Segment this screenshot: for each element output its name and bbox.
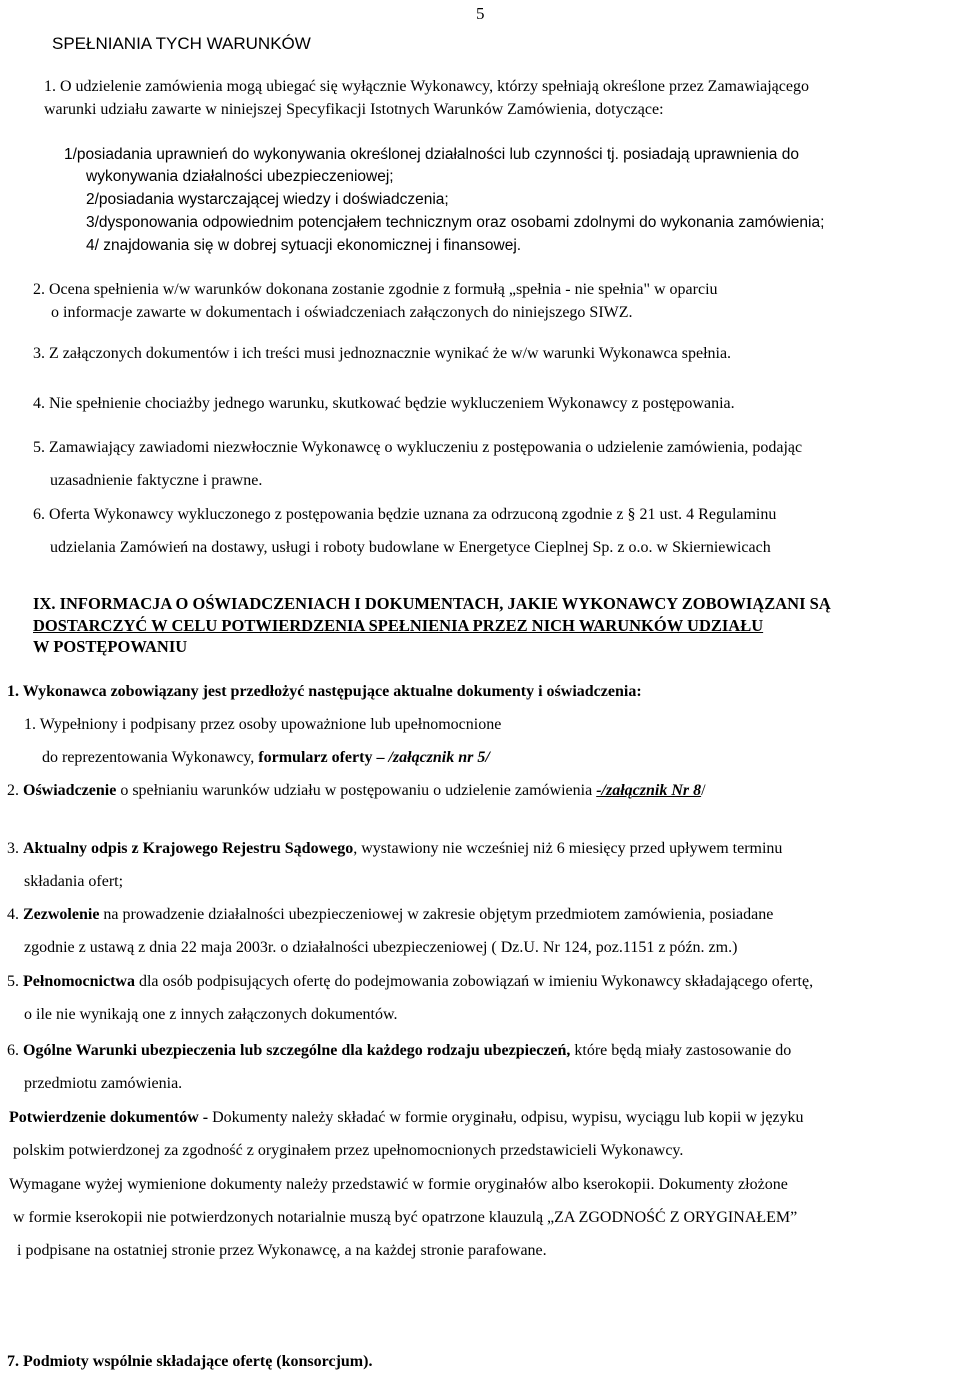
doc-1-dash: – bbox=[372, 749, 389, 766]
point-6-line-2: udzielania Zamówień na dostawy, usługi i roboty budowlane w Energetyce Cieplnej Sp. z o.o. w Skierniewicach bbox=[50, 539, 771, 556]
doc-6-num: 6. bbox=[7, 1042, 23, 1059]
doc-2-text: o spełnianiu warunków udziału w postępowaniu o udzielenie zamówienia bbox=[116, 782, 597, 799]
doc-3-line-2: składania ofert; bbox=[24, 873, 124, 890]
doc-4-num: 4. bbox=[7, 906, 23, 923]
doc-6-line-1 bbox=[7, 1042, 791, 1060]
doc-4-line-2: zgodnie z ustawą z dnia 22 maja 2003r. o działalności ubezpieczeniowej ( Dz.U. Nr 124, poz.1151 z późn. zm.) bbox=[24, 939, 738, 956]
confirmation-line-2: polskim potwierdzonej za zgodność z oryginałem przez upełnomocnionych przedstawicieli Wykonawcy. bbox=[13, 1142, 684, 1159]
doc-5-title: Pełnomocnictwa bbox=[23, 973, 135, 990]
confirmation-title: Potwierdzenie dokumentów - bbox=[9, 1109, 213, 1126]
doc-4-text: na prowadzenie działalności ubezpieczeniowej w zakresie objętym przedmiotem zamówienia, posiadane bbox=[99, 906, 774, 923]
doc-3-num: 3. bbox=[7, 840, 23, 857]
doc-1-form: formularz oferty bbox=[258, 749, 373, 766]
point-4: 4. Nie spełnienie chociażby jednego warunku, skutkować będzie wykluczeniem Wykonawcy z postępowania. bbox=[33, 395, 735, 412]
doc-1-line-1: 1. Wypełniony i podpisany przez osoby upoważnione lub upełnomocnione bbox=[24, 716, 502, 733]
doc-6-line-2: przedmiotu zamówienia. bbox=[24, 1075, 183, 1092]
doc-5-text: dla osób podpisujących ofertę do podejmowania zobowiązań w imieniu Wykonawcy składającego ofertę, bbox=[134, 973, 814, 990]
doc-2-end: / bbox=[701, 782, 706, 799]
top-heading: SPEŁNIANIA TYCH WARUNKÓW bbox=[52, 34, 311, 53]
point-5-line-1: 5. Zamawiający zawiadomi niezwłocznie Wykonawcę o wykluczeniu z postępowania o udzielenie zamówienia, podając bbox=[33, 439, 803, 456]
point-2-line-2: o informacje zawarte w dokumentach i oświadczeniach załączonych do niniejszego SIWZ. bbox=[51, 304, 633, 321]
condition-4: 4/ znajdowania się w dobrej sytuacji ekonomicznej i finansowej. bbox=[86, 237, 522, 254]
doc-2 bbox=[7, 782, 706, 800]
section-ix-title-line-2: DOSTARCZYĆ W CELU POTWIERDZENIA SPEŁNIENIA PRZEZ NICH WARUNKÓW UDZIAŁU bbox=[33, 616, 764, 635]
section-ix-title-line-1: IX. INFORMACJA O OŚWIADCZENIACH I DOKUMENTACH, JAKIE WYKONAWCY ZOBOWIĄZANI SĄ bbox=[33, 594, 831, 613]
condition-2: 2/posiadania wystarczającej wiedzy i doświadczenia; bbox=[86, 191, 449, 208]
intro-line-2: warunki udziału zawarte w niniejszej Specyfikacji Istotnych Warunków Zamówienia, dotyczące: bbox=[44, 101, 664, 118]
doc-1-line-2 bbox=[42, 749, 490, 767]
point-2-line-1: 2. Ocena spełnienia w/w warunków dokonana zostanie zgodnie z formułą „spełnia - nie spełnia" w oparciu bbox=[33, 281, 718, 298]
section-ix-title-line-3: W POSTĘPOWANIU bbox=[33, 637, 188, 656]
doc-1-text: do reprezentowania Wykonawcy, bbox=[42, 749, 259, 766]
point-7-heading: 7. Podmioty wspólnie składające ofertę (konsorcjum). bbox=[7, 1353, 373, 1370]
point-3: 3. Z załączonych dokumentów i ich treści musi jednoznacznie wynikać że w/w warunki Wykonawca spełnia. bbox=[33, 345, 732, 362]
doc-5-line-1 bbox=[7, 973, 813, 991]
intro-line-1: 1. O udzielenie zamówienia mogą ubiegać się wyłącznie Wykonawcy, którzy spełniają określone przez Zamawiającego bbox=[44, 78, 809, 95]
doc-3-title: Aktualny odpis z Krajowego Rejestru Sądowego bbox=[23, 840, 354, 857]
doc-3-text: , wystawiony nie wcześniej niż 6 miesięcy przed upływem terminu bbox=[353, 840, 783, 857]
documents-heading: 1. Wykonawca zobowiązany jest przedłożyć następujące aktualne dokumenty i oświadczenia: bbox=[7, 683, 642, 700]
condition-1-line-2: wykonywania działalności ubezpieczeniowej; bbox=[86, 168, 394, 185]
doc-2-num: 2. bbox=[7, 782, 23, 799]
doc-5-num: 5. bbox=[7, 973, 23, 990]
confirmation-line-4: w formie kserokopii nie potwierdzonych notarialnie muszą być opatrzone klauzulą „ZA ZGODNOŚĆ Z ORYGINAŁEM” bbox=[13, 1209, 798, 1226]
page-number: 5 bbox=[476, 4, 485, 23]
confirmation-line-5: i podpisane na ostatniej stronie przez Wykonawcę, a na każdej stronie parafowane. bbox=[17, 1242, 547, 1259]
doc-1-attachment: /załącznik nr 5/ bbox=[388, 749, 490, 766]
doc-2-attachment: -/załącznik Nr 8 bbox=[596, 782, 702, 799]
point-6-line-1: 6. Oferta Wykonawcy wykluczonego z postępowania będzie uznana za odrzuconą zgodnie z § 21 ust. 4 Regulaminu bbox=[33, 506, 777, 523]
condition-3: 3/dysponowania odpowiednim potencjałem technicznym oraz osobami zdolnymi do wykonania zamówienia; bbox=[86, 214, 825, 231]
doc-4-line-1 bbox=[7, 906, 773, 924]
confirmation-line-3: Wymagane wyżej wymienione dokumenty należy przedstawić w formie oryginałów albo kserokopii. Dokumenty złożone bbox=[9, 1176, 788, 1193]
doc-6-title: Ogólne Warunki ubezpieczenia lub szczególne dla każdego rodzaju ubezpieczeń, bbox=[23, 1042, 571, 1059]
confirmation-line-1 bbox=[9, 1109, 804, 1127]
point-5-line-2: uzasadnienie faktyczne i prawne. bbox=[50, 472, 263, 489]
doc-3-line-1 bbox=[7, 840, 782, 858]
doc-2-title: Oświadczenie bbox=[23, 782, 117, 799]
confirmation-text: Dokumenty należy składać w formie oryginału, odpisu, wypisu, wyciągu lub kopii w języku bbox=[212, 1109, 804, 1126]
doc-6-text: które będą miały zastosowanie do bbox=[570, 1042, 792, 1059]
doc-5-line-2: o ile nie wynikają one z innych załączonych dokumentów. bbox=[24, 1006, 398, 1023]
condition-1-line-1: 1/posiadania uprawnień do wykonywania określonej działalności lub czynności tj. posiadają uprawnienia do bbox=[64, 146, 799, 163]
doc-4-title: Zezwolenie bbox=[23, 906, 100, 923]
